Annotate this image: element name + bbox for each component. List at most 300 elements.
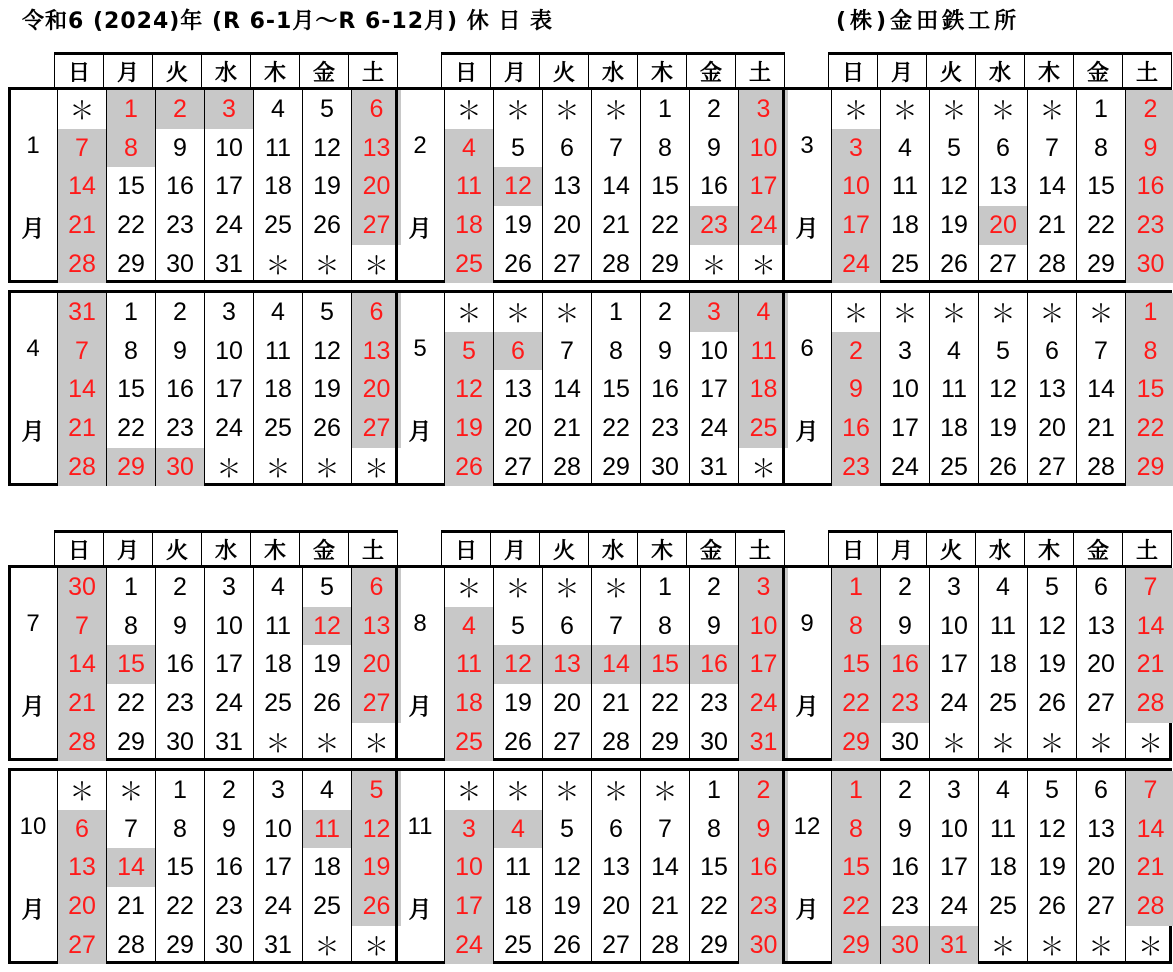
day-cell: 22 — [107, 684, 156, 723]
day-cell: ＊ — [363, 730, 389, 759]
day-cell: 30 — [156, 245, 205, 284]
day-cell: 16 — [690, 167, 739, 206]
month-days-grid — [57, 771, 401, 964]
month-1 — [8, 87, 398, 283]
day-cell: 4 — [494, 810, 543, 849]
day-cell: 7 — [1126, 568, 1173, 607]
day-cell: 26 — [303, 684, 352, 723]
day-cell: 26 — [303, 409, 352, 448]
day-cell: 17 — [739, 167, 788, 206]
day-cell: 2 — [156, 568, 205, 607]
day-cell: 31 — [690, 448, 739, 487]
day-cell: 23 — [690, 684, 739, 723]
weekday-header — [441, 530, 785, 565]
day-cell: 28 — [1077, 448, 1126, 487]
weekday-header — [54, 52, 398, 87]
day-cell: 17 — [930, 645, 979, 684]
day-cell: 29 — [832, 926, 881, 965]
day-cell: 10 — [445, 848, 494, 887]
day-cell: 10 — [739, 607, 788, 646]
day-cell: 1 — [156, 771, 205, 810]
day-cell: 31 — [254, 926, 303, 965]
day-cell: ＊ — [543, 293, 592, 332]
day-cell: ＊ — [494, 90, 543, 129]
day-cell: 25 — [739, 409, 788, 448]
day-cell: 3 — [205, 293, 254, 332]
day-cell: 11 — [739, 332, 788, 371]
day-cell: 27 — [352, 684, 401, 723]
day-cell: 19 — [1028, 848, 1077, 887]
month-6 — [782, 290, 1172, 486]
day-cell: 14 — [58, 167, 107, 206]
day-cell: 30 — [690, 723, 739, 762]
day-cell: ＊ — [254, 245, 303, 284]
day-cell: 15 — [107, 370, 156, 409]
weekday-header — [828, 530, 1172, 565]
day-cell: 20 — [543, 684, 592, 723]
day-cell: 28 — [641, 926, 690, 965]
month-number: 12 — [793, 813, 821, 840]
day-cell: 24 — [739, 684, 788, 723]
day-cell: 9 — [739, 810, 788, 849]
weekday-label: 月 — [491, 55, 540, 87]
day-cell: 13 — [494, 370, 543, 409]
day-cell: 5 — [352, 771, 401, 810]
weekday-header — [828, 52, 1172, 87]
day-cell: 7 — [58, 332, 107, 371]
day-cell: ＊ — [543, 90, 592, 129]
day-cell: 13 — [979, 167, 1028, 206]
day-cell: 30 — [58, 568, 107, 607]
day-cell: 8 — [156, 810, 205, 849]
day-cell: ＊ — [832, 293, 881, 332]
day-cell: 18 — [303, 848, 352, 887]
day-cell: 2 — [690, 568, 739, 607]
day-cell: 30 — [641, 448, 690, 487]
day-cell: 27 — [1077, 887, 1126, 926]
day-cell: ＊ — [254, 448, 303, 487]
weekday-label: 火 — [540, 55, 589, 87]
day-cell: ＊ — [1077, 723, 1126, 762]
day-cell: 22 — [107, 409, 156, 448]
day-cell: 22 — [641, 206, 690, 245]
day-cell: ＊ — [543, 568, 592, 607]
day-cell: 29 — [107, 448, 156, 487]
weekday-label: 金 — [300, 533, 349, 565]
day-cell: ＊ — [303, 723, 352, 762]
month-suffix: 月 — [408, 694, 432, 720]
day-cell: 16 — [690, 645, 739, 684]
day-cell: 26 — [303, 206, 352, 245]
day-cell: 25 — [979, 887, 1028, 926]
day-cell: 11 — [494, 848, 543, 887]
day-cell: 2 — [205, 771, 254, 810]
day-cell: 20 — [352, 370, 401, 409]
day-cell: 3 — [690, 293, 739, 332]
day-cell: 24 — [205, 409, 254, 448]
day-cell: 25 — [881, 245, 930, 284]
day-cell: 9 — [156, 129, 205, 168]
day-cell: 9 — [205, 810, 254, 849]
day-cell: 23 — [205, 887, 254, 926]
day-cell: 4 — [979, 568, 1028, 607]
day-cell: 7 — [543, 332, 592, 371]
day-cell: 5 — [303, 293, 352, 332]
month-suffix: 月 — [21, 694, 45, 720]
day-cell: 28 — [107, 926, 156, 965]
day-cell: 23 — [1126, 206, 1173, 245]
day-cell: 1 — [832, 568, 881, 607]
day-cell: 16 — [881, 848, 930, 887]
day-cell: 21 — [592, 684, 641, 723]
day-cell: 13 — [1028, 370, 1077, 409]
day-cell: ＊ — [303, 926, 352, 965]
day-cell: ＊ — [445, 90, 494, 129]
weekday-label: 月 — [878, 55, 927, 87]
weekday-label: 水 — [976, 533, 1025, 565]
day-cell: 10 — [205, 129, 254, 168]
day-cell: 6 — [592, 810, 641, 849]
day-cell: ＊ — [1028, 926, 1077, 965]
day-cell: 25 — [979, 684, 1028, 723]
day-cell: ＊ — [494, 293, 543, 332]
day-cell: 23 — [832, 448, 881, 487]
day-cell: ＊ — [881, 293, 930, 332]
day-cell: 26 — [1028, 887, 1077, 926]
day-cell: 19 — [979, 409, 1028, 448]
day-cell: 6 — [352, 293, 401, 332]
weekday-label: 土 — [736, 55, 785, 87]
day-cell: 7 — [1028, 129, 1077, 168]
day-cell: 15 — [592, 370, 641, 409]
day-cell: 20 — [979, 206, 1028, 245]
weekday-label: 土 — [349, 55, 398, 87]
month-4 — [8, 290, 398, 486]
day-cell: ＊ — [58, 771, 107, 810]
day-cell: 17 — [205, 167, 254, 206]
day-cell: 31 — [739, 723, 788, 762]
day-cell: 23 — [881, 887, 930, 926]
day-cell: 2 — [739, 771, 788, 810]
day-cell: ＊ — [363, 252, 389, 281]
day-cell: 1 — [107, 293, 156, 332]
day-cell: 14 — [58, 370, 107, 409]
day-cell: 10 — [930, 810, 979, 849]
day-cell: 24 — [254, 887, 303, 926]
day-cell: 26 — [445, 448, 494, 487]
day-cell: 21 — [592, 206, 641, 245]
day-cell: 22 — [690, 887, 739, 926]
day-cell: ＊ — [445, 568, 494, 607]
day-cell: 11 — [445, 645, 494, 684]
day-cell: 23 — [881, 684, 930, 723]
day-cell: 5 — [979, 332, 1028, 371]
day-cell: 23 — [156, 206, 205, 245]
day-cell: 17 — [254, 848, 303, 887]
day-cell: ＊ — [592, 90, 641, 129]
day-cell: 26 — [494, 245, 543, 284]
day-cell: 24 — [930, 684, 979, 723]
day-cell: 5 — [494, 607, 543, 646]
day-cell: 10 — [205, 332, 254, 371]
day-cell: 24 — [690, 409, 739, 448]
day-cell: 1 — [1126, 293, 1173, 332]
weekday-label: 月 — [878, 533, 927, 565]
day-cell: 23 — [641, 409, 690, 448]
day-cell: 17 — [205, 645, 254, 684]
month-number: 6 — [800, 335, 814, 362]
day-cell: 1 — [641, 568, 690, 607]
day-cell: 19 — [303, 645, 352, 684]
day-cell: ＊ — [1137, 730, 1163, 759]
day-cell: 28 — [58, 245, 107, 284]
day-cell: 1 — [1077, 90, 1126, 129]
day-cell: 27 — [979, 245, 1028, 284]
day-cell: 9 — [832, 370, 881, 409]
month-suffix: 月 — [795, 216, 819, 242]
day-cell: 2 — [832, 332, 881, 371]
day-cell: 29 — [1126, 448, 1173, 487]
day-cell: 12 — [1028, 607, 1077, 646]
day-cell: 13 — [58, 848, 107, 887]
day-cell: 15 — [1077, 167, 1126, 206]
weekday-label: 火 — [153, 533, 202, 565]
month-days-grid — [831, 568, 1173, 761]
day-cell: 14 — [107, 848, 156, 887]
day-cell: 5 — [1028, 771, 1077, 810]
day-cell: 6 — [1077, 568, 1126, 607]
month-9 — [782, 565, 1172, 761]
day-cell: 28 — [58, 448, 107, 487]
day-cell: 28 — [58, 723, 107, 762]
day-cell: 20 — [1077, 848, 1126, 887]
day-cell: 5 — [445, 332, 494, 371]
day-cell: 21 — [58, 409, 107, 448]
day-cell: 30 — [156, 723, 205, 762]
day-cell: 12 — [1028, 810, 1077, 849]
weekday-label: 金 — [687, 55, 736, 87]
day-cell: 19 — [930, 206, 979, 245]
month-days-grid — [831, 90, 1173, 283]
weekday-label: 土 — [1123, 55, 1172, 87]
month-2 — [395, 87, 785, 283]
day-cell: 13 — [352, 129, 401, 168]
day-cell: 10 — [205, 607, 254, 646]
weekday-label: 水 — [589, 55, 638, 87]
day-cell: 11 — [445, 167, 494, 206]
day-cell: 23 — [690, 206, 739, 245]
day-cell: 10 — [690, 332, 739, 371]
day-cell: 15 — [107, 645, 156, 684]
day-cell: 28 — [543, 448, 592, 487]
weekday-label: 水 — [589, 533, 638, 565]
month-suffix: 月 — [408, 419, 432, 445]
day-cell: 28 — [592, 245, 641, 284]
day-cell: 19 — [1028, 645, 1077, 684]
weekday-label: 月 — [491, 533, 540, 565]
month-suffix: 月 — [795, 694, 819, 720]
day-cell: 22 — [832, 684, 881, 723]
day-cell: 16 — [156, 167, 205, 206]
month-suffix: 月 — [408, 216, 432, 242]
day-cell: 31 — [58, 293, 107, 332]
day-cell: 25 — [254, 206, 303, 245]
day-cell: ＊ — [254, 723, 303, 762]
weekday-label: 金 — [1074, 533, 1123, 565]
day-cell: 14 — [1077, 370, 1126, 409]
day-cell: 19 — [352, 848, 401, 887]
day-cell: 8 — [107, 129, 156, 168]
month-11 — [395, 768, 785, 964]
weekday-label: 火 — [927, 55, 976, 87]
day-cell: 2 — [881, 771, 930, 810]
month-days-grid — [57, 568, 401, 761]
day-cell: 24 — [930, 887, 979, 926]
month-number: 5 — [413, 335, 427, 362]
day-cell: 4 — [445, 129, 494, 168]
day-cell: 4 — [881, 129, 930, 168]
day-cell: 28 — [592, 723, 641, 762]
day-cell: 21 — [1028, 206, 1077, 245]
weekday-label: 木 — [1025, 55, 1074, 87]
day-cell: 13 — [1077, 810, 1126, 849]
day-cell: 22 — [156, 887, 205, 926]
day-cell: 21 — [1126, 848, 1173, 887]
day-cell: 10 — [832, 167, 881, 206]
day-cell: 29 — [156, 926, 205, 965]
day-cell: 12 — [930, 167, 979, 206]
day-cell: 21 — [543, 409, 592, 448]
day-cell: 7 — [1126, 771, 1173, 810]
day-cell: 9 — [156, 607, 205, 646]
day-cell: 1 — [592, 293, 641, 332]
day-cell: 21 — [1077, 409, 1126, 448]
day-cell: 25 — [494, 926, 543, 965]
weekday-label: 日 — [55, 55, 104, 87]
day-cell: ＊ — [690, 245, 739, 284]
day-cell: ＊ — [750, 252, 776, 281]
day-cell: 23 — [156, 409, 205, 448]
day-cell: 14 — [1126, 607, 1173, 646]
day-cell: 11 — [979, 607, 1028, 646]
day-cell: 25 — [445, 723, 494, 762]
day-cell: 11 — [979, 810, 1028, 849]
day-cell: ＊ — [303, 245, 352, 284]
day-cell: 18 — [445, 206, 494, 245]
day-cell: 8 — [832, 810, 881, 849]
day-cell: 7 — [641, 810, 690, 849]
day-cell: 13 — [352, 332, 401, 371]
day-cell: 8 — [832, 607, 881, 646]
day-cell: 9 — [881, 607, 930, 646]
weekday-label: 月 — [104, 55, 153, 87]
day-cell: ＊ — [881, 90, 930, 129]
day-cell: 24 — [445, 926, 494, 965]
day-cell: 6 — [494, 332, 543, 371]
day-cell: 17 — [205, 370, 254, 409]
day-cell: ＊ — [303, 448, 352, 487]
day-cell: 20 — [1077, 645, 1126, 684]
month-number: 8 — [413, 610, 427, 637]
weekday-label: 月 — [104, 533, 153, 565]
day-cell: 4 — [303, 771, 352, 810]
day-cell: ＊ — [930, 90, 979, 129]
weekday-label: 火 — [927, 533, 976, 565]
weekday-label: 日 — [442, 533, 491, 565]
day-cell: ＊ — [494, 568, 543, 607]
day-cell: 6 — [1028, 332, 1077, 371]
weekday-label: 金 — [300, 55, 349, 87]
day-cell: 14 — [58, 645, 107, 684]
day-cell: 6 — [543, 607, 592, 646]
day-cell: 8 — [641, 129, 690, 168]
day-cell: ＊ — [543, 771, 592, 810]
weekday-label: 土 — [349, 533, 398, 565]
day-cell: 26 — [1028, 684, 1077, 723]
day-cell: 4 — [254, 568, 303, 607]
weekday-label: 木 — [1025, 533, 1074, 565]
day-cell: 5 — [494, 129, 543, 168]
day-cell: ＊ — [1137, 933, 1163, 962]
day-cell: 2 — [1126, 90, 1173, 129]
weekday-label: 土 — [736, 533, 785, 565]
month-days-grid — [57, 90, 401, 283]
weekday-label: 日 — [442, 55, 491, 87]
day-cell: 4 — [739, 293, 788, 332]
day-cell: 14 — [592, 645, 641, 684]
day-cell: ＊ — [445, 771, 494, 810]
day-cell: ＊ — [205, 448, 254, 487]
day-cell: 12 — [494, 167, 543, 206]
day-cell: 30 — [156, 448, 205, 487]
weekday-label: 金 — [1074, 55, 1123, 87]
day-cell: 27 — [58, 926, 107, 965]
weekday-label: 土 — [1123, 533, 1172, 565]
day-cell: 16 — [205, 848, 254, 887]
day-cell: 11 — [303, 810, 352, 849]
month-days-grid — [831, 293, 1173, 486]
day-cell: 5 — [930, 129, 979, 168]
month-5 — [395, 290, 785, 486]
day-cell: 12 — [445, 370, 494, 409]
day-cell: 27 — [592, 926, 641, 965]
day-cell: 18 — [979, 645, 1028, 684]
day-cell: ＊ — [494, 771, 543, 810]
day-cell: 29 — [107, 723, 156, 762]
day-cell: 6 — [352, 568, 401, 607]
day-cell: ＊ — [832, 90, 881, 129]
day-cell: 3 — [254, 771, 303, 810]
day-cell: 5 — [303, 90, 352, 129]
day-cell: 7 — [107, 810, 156, 849]
day-cell: 15 — [1126, 370, 1173, 409]
weekday-label: 水 — [202, 55, 251, 87]
weekday-label: 木 — [638, 533, 687, 565]
day-cell: 16 — [739, 848, 788, 887]
day-cell: 25 — [254, 684, 303, 723]
day-cell: 11 — [254, 332, 303, 371]
day-cell: 27 — [543, 723, 592, 762]
weekday-label: 木 — [638, 55, 687, 87]
day-cell: 7 — [592, 607, 641, 646]
day-cell: 3 — [832, 129, 881, 168]
month-10 — [8, 768, 398, 964]
day-cell: 24 — [881, 448, 930, 487]
day-cell: 1 — [690, 771, 739, 810]
day-cell: ＊ — [592, 568, 641, 607]
weekday-label: 木 — [251, 533, 300, 565]
day-cell: 20 — [592, 887, 641, 926]
